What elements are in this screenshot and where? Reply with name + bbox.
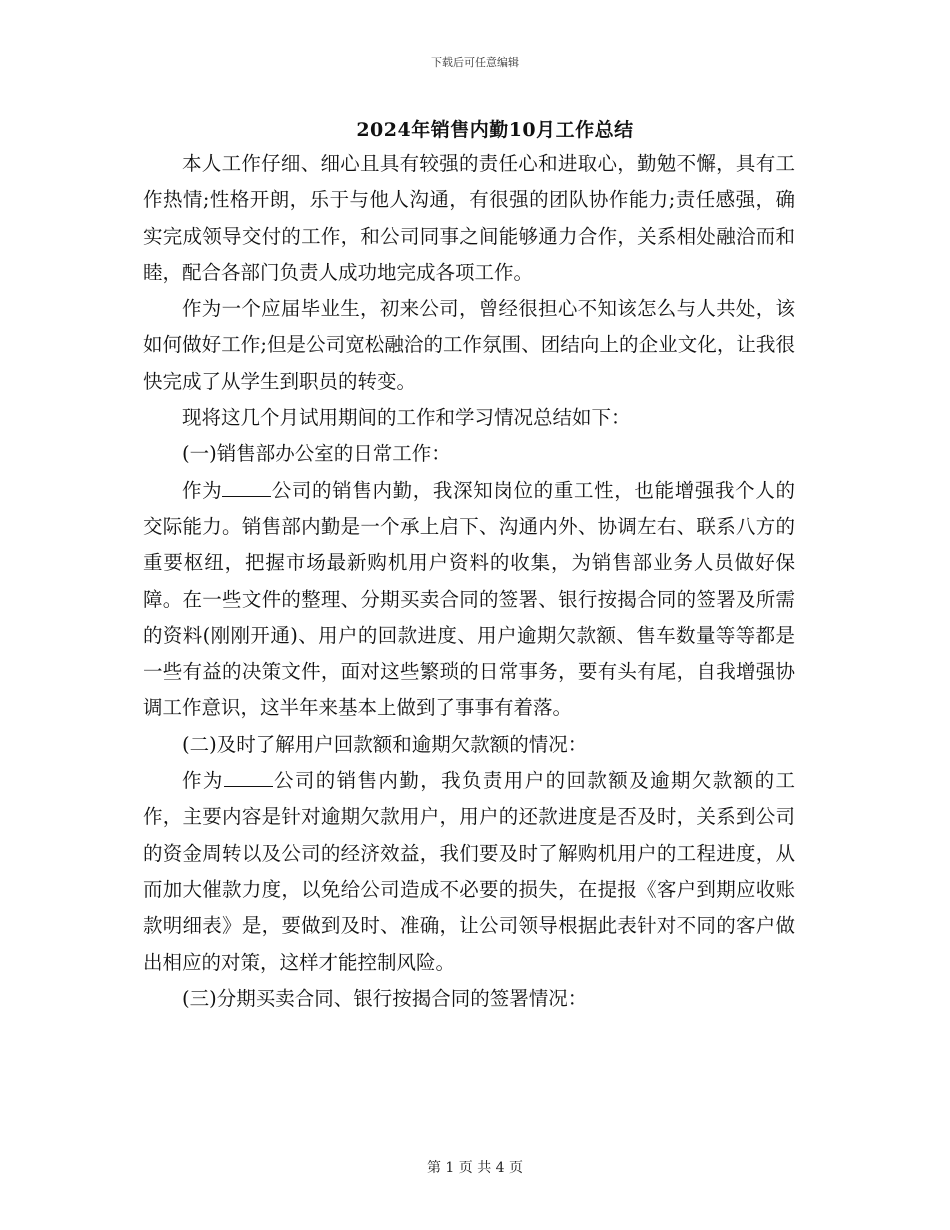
fill-in-blank xyxy=(222,475,271,496)
section-heading-1: (一)销售部办公室的日常工作： xyxy=(182,442,451,466)
paragraph-prefix: 作为 xyxy=(182,769,224,793)
paragraph-section-1 xyxy=(143,473,795,727)
paragraph-text: 公司的销售内勤，我负责用户的回款额及逾期欠款额的工作，主要内容是针对逾期欠款用户，用户的还款进度是否及时，关系到公司的资金周转以及公司的经济效益，我们要及时了解购机用户的工程进度，从而加大催款力度，以免给公司造成不必要的损失，在提报《客户到期应收账款明细表》是，要做到及时、准确，让公司领导根据此表针对不同的客户做出相应的对策，这样才能控制风险。 xyxy=(143,769,795,974)
paragraph-section-2 xyxy=(143,763,795,981)
paragraph-text: 公司的销售内勤，我深知岗位的重工性，也能增强我个人的交际能力。销售部内勤是一个承上启下、沟通内外、协调左右、联系八方的重要枢纽，把握市场最新购机用户资料的收集，为销售部业务人员做好保障。在一些文件的整理、分期买卖合同的签署、银行按揭合同的签署及所需的资料(刚刚开通)、用户的回款进度、用户逾期欠款额、售车数量等等都是一些有益的决策文件，面对这些繁琐的日常事务，要有头有尾，自我增强协调工作意识，这半年来基本上做到了事事有着落。 xyxy=(143,478,795,720)
section-heading-2: (二)及时了解用户回款额和逾期欠款额的情况： xyxy=(182,732,588,756)
page-footer: 第 1 页 共 4 页 xyxy=(426,1160,524,1176)
section-heading-3: (三)分期买卖合同、银行按揭合同的签署情况： xyxy=(182,986,588,1010)
paragraph-intro: 本人工作仔细、细心且具有较强的责任心和进取心，勤勉不懈，具有工作热情;性格开朗，乐于与他人沟通，有很强的团队协作能力;责任感强，确实完成领导交付的工作，和公司同事之间能够通力合作，关系相处融洽而和睦，配合各部门负责人成功地完成各项工作。 xyxy=(143,152,795,284)
paragraph-summary-lead: 现将这几个月试用期间的工作和学习情况总结如下： xyxy=(182,406,631,430)
document-body xyxy=(143,146,795,1017)
paragraph-background: 作为一个应届毕业生，初来公司，曾经很担心不知该怎么与人共处，该如何做好工作;但是公司宽松融洽的工作氛围、团结向上的企业文化，让我很快完成了从学生到职员的转变。 xyxy=(143,297,795,393)
header-note: 下载后可任意编辑 xyxy=(431,56,519,69)
document-title: 2024年销售内勤10月工作总结 xyxy=(356,119,634,141)
paragraph-prefix: 作为 xyxy=(182,478,223,502)
fill-in-blank xyxy=(224,766,273,787)
